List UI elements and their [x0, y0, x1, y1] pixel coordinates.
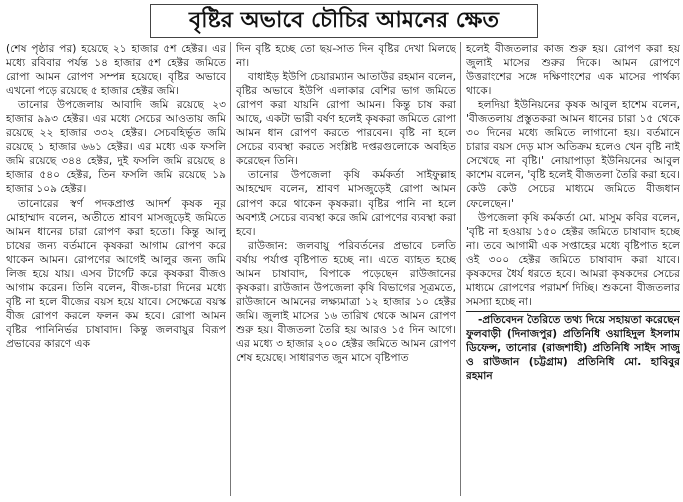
reporter-credit: -প্রতিবেদন তৈরিতে তথ্য দিয়ে সহায়তা করেছেন ফুলবাড়ী (দিনাজপুর) প্রতিনিধি ওয়াহিদুল ইসলাম ডিফেন্স, তানোর (রাজশাহী) প্রতিনিধি সাইদ সাজু ও রাউজান (চট্টগ্রাম) প্রতিনিধি মো. হাবিবুর রহমান — [466, 313, 680, 383]
article-column-2 — [236, 42, 456, 498]
paragraph: দিন বৃষ্টি হচ্ছে তো ছয়-সাত দিন বৃষ্টির দেখা মিলছে না। — [236, 43, 456, 70]
paragraph: রাউজান: জলবায়ু পরিবর্তনের প্রভাবে চলতি বর্ষায় পর্যাপ্ত বৃষ্টিপাত হচ্ছে না। এতে ব্যাহত হচ্ছে আমন চাষাবাদ, বিপাকে পড়েছেন রাউজানের কৃষকরা। রাউজান উপজেলা কৃষি বিভাগের সূত্রমতে, রাউজানে আমনের লক্ষ্যমাত্রা ১২ হাজার ১০ হেক্টর জমি। জুলাই মাসের ১৬ তারিখ থেকে আমন রোপণ শুরু হয়। বীজতলা তৈরি হয় আরও ১৫ দিন আগে। এর মধ্যে ৩ হাজার ২০০ হেক্টর জমিতে আমন রোপণ শেষ হয়েছে। সাধারণত জুন মাসে বৃষ্টিপাত — [236, 239, 456, 365]
column-divider-2 — [460, 42, 461, 496]
paragraph: (শেষ পৃষ্ঠার পর) হয়েছে ২১ হাজার ৫শ হেক্টর। এর মধ্যে রবিবার পর্যন্ত ১৪ হাজার ৫শ হেক্টর জমিতে রোপা আমন রোপণ সম্পন্ন হয়েছে। বৃষ্টির অভাবে এখনো পড়ে রয়েছে ৫ হাজার হেক্টর জমি। — [6, 43, 226, 98]
headline: বৃষ্টির অভাবে চৌচির আমনের ক্ষেত — [150, 4, 538, 38]
paragraph: তানোর উপজেলায় আবাদি জমি রয়েছে ২৩ হাজার ৯৯৩ হেক্টর। এর মধ্যে সেচের আওতায় জমি রয়েছে ২২ হাজার ৩৩২ হেক্টর। সেচবহির্ভূত জমি রয়েছে ১ হাজার ৬৬১ হেক্টর। এর মধ্যে এক ফসলি জমি রয়েছে ৩৪৪ হেক্টর, দুই ফসলি জমি রয়েছে ৪ হাজার ৫৪০ হেক্টর, তিন ফসলি জমি রয়েছে ১৯ হাজার ১০৯ হেক্টর। — [6, 99, 226, 196]
article-column-3 — [466, 42, 680, 498]
paragraph: তানোরের স্বর্ণ পদকপ্রাপ্ত আদর্শ কৃষক নূর মোহাম্মাদ বলেন, অতীতে শ্রাবণ মাসজুড়েই জমিতে আমন ধানের চারা রোপণ করা হতো। কিন্তু আলু চাষের জন্য বর্তমানে কৃষকরা আগাম রোপণ করে থাকেন আমন। রোপণের আগেই আলুর জন্য জমি লিজ হয়ে যায়। এসব টার্গেট করে কৃষকরা বীজও আগাম করেন। তিনি বলেন, বীজ-চারা দিনের মধ্যে বৃষ্টি না হলে বীজের বয়স হয়ে যাবে। সেক্ষেত্রে বয়স্ক বীজ রোপণ করলে ফলন কম হবে। রোপা আমন বৃষ্টির পানিনির্ভর চাষাবাদ। কিন্তু জলবায়ুর বিরূপ প্রভাবের কারণে এক — [6, 197, 226, 350]
credit-divider — [466, 311, 680, 312]
column-divider-1 — [230, 42, 231, 496]
paragraph: তানোর উপজেলা কৃষি কর্মকর্তা সাইফুল্লাহ আহম্মেদ বলেন, শ্রাবণ মাসজুড়েই রোপা আমন রোপণ করে থাকেন কৃষকরা। বৃষ্টির পানি না হলে অবশ্যই সেচের ব্যবস্থা করে জমি রোপণের ব্যবস্থা করা হবে। — [236, 169, 456, 238]
paragraph: হলেই বীজতলার কাজ শুরু হয়। রোপণ করা হয় জুলাই মাসের শুরুর দিকে। আমন রোপণে উত্তরাংশের সঙ্গে দক্ষিণাংশের এক মাসের পার্থক্য থাকে। — [466, 43, 680, 98]
paragraph: হলদিয়া ইউনিয়নের কৃষক আবুল হাশেম বলেন, 'বীজতলায় প্রস্তুতকরা আমন ধানের চারা ১৫ থেকে ৩০ দিনের মধ্যে জমিতে লাগানো হয়। বর্তমানে চারার বয়স দেড় মাস অতিক্রম হলেও খেন বৃষ্টি নাই সেখেছে না বৃষ্টি।' নোয়াপাড়া ইউনিয়নের আবুল কাশেম বলেন, 'বৃষ্টি হলেই বীজতলা তৈরি করা হবে। কেউ কেউ সেচের মাধ্যমে জমিতে বীজধান ফেলেছেন।' — [466, 99, 680, 210]
paragraph: বাধাইড় ইউপি চেয়ারম্যান আতাউর রহমান বলেন, বৃষ্টির অভাবে ইউপি এলাকার বেশির ভাগ জমিতে রোপণ করা যায়নি রোপা আমন। কিন্তু চাষ করা আছে, একটা ভারী বর্ষণ হলেই কৃষকরা জমিতে রোপা আমন ধান রোপণ করতে পারবেন। বৃষ্টি না হলে সেচের ব্যবস্থা করতে সংশ্লিষ্ট দপ্তরগুলোকে অবহিত করেছেন তিনি। — [236, 71, 456, 168]
paragraph: উপজেলা কৃষি কর্মকর্তা মো. মাসুম কবির বলেন, 'বৃষ্টি না হওয়ায় ১৫০ হেক্টর জমিতে চাষাবাদ হচ্ছে না। তবে আগামী এক সপ্তাহের মধ্যে বৃষ্টিপাত হলে ওই ৩০০ হেক্টর জমিতে চাষাবাদ করা যাবে। কৃষকদের ধৈর্য ধরতে হবে। আমরা কৃষকদের সেচের মাধ্যমে রোপণের পরামর্শ দিচ্ছি। শুকনো বীজতলার সমস্যা হচ্ছে না। — [466, 211, 680, 308]
article-column-1 — [6, 42, 226, 498]
